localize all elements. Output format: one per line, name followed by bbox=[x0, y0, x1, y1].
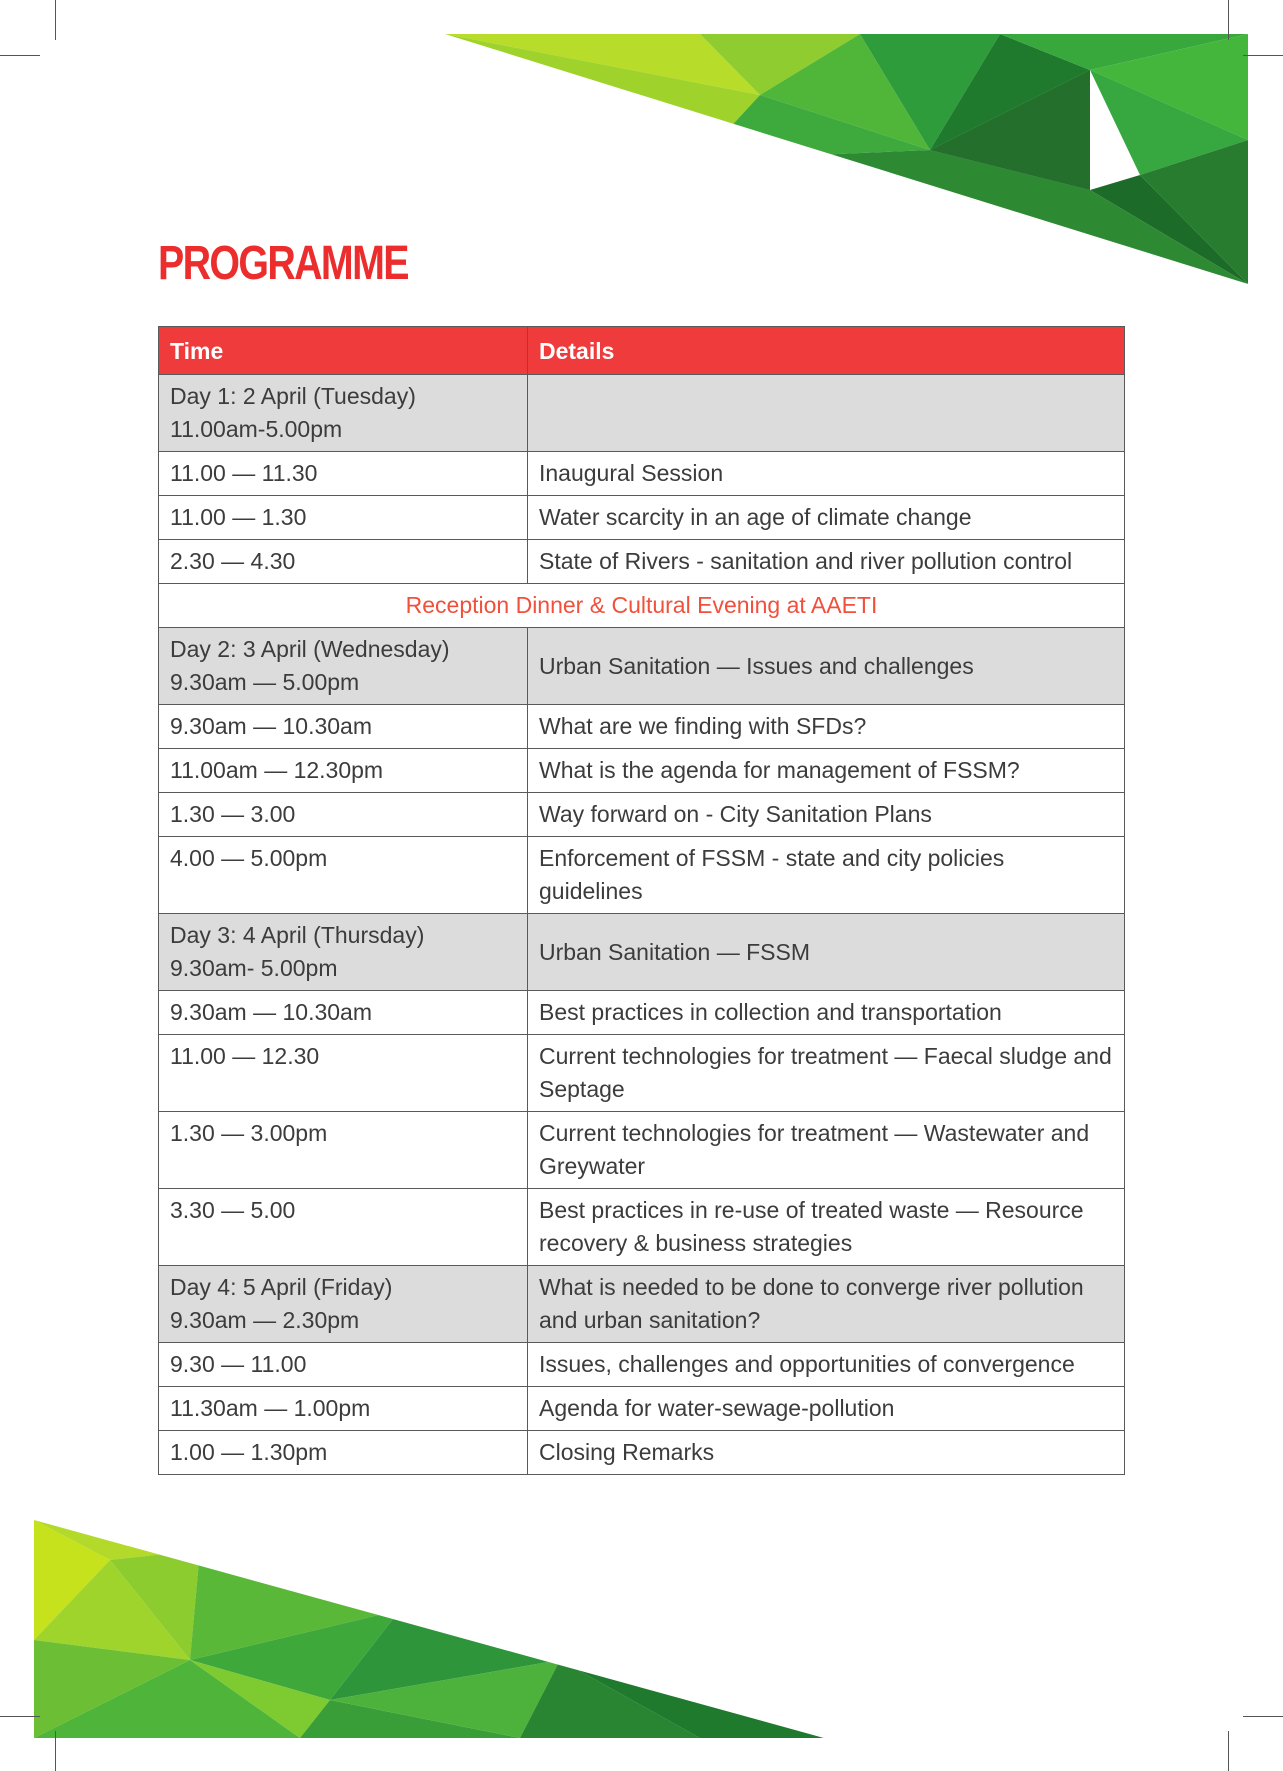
table-row-day bbox=[159, 375, 1125, 452]
day-cell bbox=[159, 1266, 528, 1343]
table-row bbox=[159, 991, 1125, 1035]
event-note: Reception Dinner & Cultural Evening at AAETI bbox=[159, 584, 1125, 628]
session-details: What are we finding with SFDs? bbox=[528, 705, 1125, 749]
crop-mark bbox=[1243, 55, 1283, 56]
session-details: Inaugural Session bbox=[528, 452, 1125, 496]
session-time: 9.30 — 11.00 bbox=[159, 1343, 528, 1387]
table-row bbox=[159, 1343, 1125, 1387]
programme-table-body bbox=[159, 375, 1125, 1475]
session-time: 11.00 — 12.30 bbox=[159, 1035, 528, 1112]
session-time: 9.30am — 10.30am bbox=[159, 705, 528, 749]
session-details: Water scarcity in an age of climate change bbox=[528, 496, 1125, 540]
session-time: 3.30 — 5.00 bbox=[159, 1189, 528, 1266]
day-theme: Urban Sanitation — FSSM bbox=[528, 914, 1125, 991]
session-time: 1.00 — 1.30pm bbox=[159, 1431, 528, 1475]
session-time: 2.30 — 4.30 bbox=[159, 540, 528, 584]
day-cell bbox=[159, 914, 528, 991]
day-hours: 11.00am-5.00pm bbox=[170, 416, 343, 442]
session-details: Best practices in collection and transportation bbox=[528, 991, 1125, 1035]
table-row bbox=[159, 1035, 1125, 1112]
table-row bbox=[159, 496, 1125, 540]
day-hours: 9.30am — 2.30pm bbox=[170, 1307, 360, 1333]
day-title: Day 1: 2 April (Tuesday) bbox=[170, 383, 416, 409]
day-cell bbox=[159, 375, 528, 452]
session-details: Current technologies for treatment — Wastewater and Greywater bbox=[528, 1112, 1125, 1189]
table-header-row bbox=[159, 327, 1125, 375]
programme-table bbox=[158, 326, 1125, 1475]
session-time: 11.00 — 11.30 bbox=[159, 452, 528, 496]
session-time: 1.30 — 3.00 bbox=[159, 793, 528, 837]
day-hours: 9.30am — 5.00pm bbox=[170, 669, 360, 695]
crop-mark bbox=[55, 0, 56, 40]
day-hours: 9.30am- 5.00pm bbox=[170, 955, 338, 981]
session-details: Issues, challenges and opportunities of convergence bbox=[528, 1343, 1125, 1387]
session-details: Current technologies for treatment — Faecal sludge and Septage bbox=[528, 1035, 1125, 1112]
session-details: Way forward on - City Sanitation Plans bbox=[528, 793, 1125, 837]
day-cell bbox=[159, 628, 528, 705]
table-row-event bbox=[159, 584, 1125, 628]
session-time: 11.30am — 1.00pm bbox=[159, 1387, 528, 1431]
session-time: 9.30am — 10.30am bbox=[159, 991, 528, 1035]
page-title: PROGRAMME bbox=[158, 237, 408, 290]
crop-mark bbox=[55, 1731, 56, 1771]
table-row bbox=[159, 749, 1125, 793]
day-theme: What is needed to be done to converge river pollution and urban sanitation? bbox=[528, 1266, 1125, 1343]
bottom-left-triangle-decoration bbox=[34, 1520, 824, 1738]
session-time: 11.00am — 12.30pm bbox=[159, 749, 528, 793]
day-theme bbox=[528, 375, 1125, 452]
table-row bbox=[159, 705, 1125, 749]
table-row bbox=[159, 1189, 1125, 1266]
crop-mark bbox=[1243, 1716, 1283, 1717]
crop-mark bbox=[1228, 0, 1229, 40]
session-details: Agenda for water-sewage-pollution bbox=[528, 1387, 1125, 1431]
session-time: 1.30 — 3.00pm bbox=[159, 1112, 528, 1189]
session-details: Best practices in re-use of treated waste — Resource recovery & business strategies bbox=[528, 1189, 1125, 1266]
crop-mark bbox=[0, 1716, 40, 1717]
details-column-header: Details bbox=[528, 327, 1125, 375]
crop-mark bbox=[0, 55, 40, 56]
session-details: Enforcement of FSSM - state and city policies guidelines bbox=[528, 837, 1125, 914]
session-details: State of Rivers - sanitation and river pollution control bbox=[528, 540, 1125, 584]
day-title: Day 3: 4 April (Thursday) bbox=[170, 922, 425, 948]
day-theme: Urban Sanitation — Issues and challenges bbox=[528, 628, 1125, 705]
table-row bbox=[159, 837, 1125, 914]
session-time: 11.00 — 1.30 bbox=[159, 496, 528, 540]
session-details: What is the agenda for management of FSSM? bbox=[528, 749, 1125, 793]
table-row bbox=[159, 452, 1125, 496]
table-row bbox=[159, 1431, 1125, 1475]
table-row-day bbox=[159, 914, 1125, 991]
table-row bbox=[159, 540, 1125, 584]
top-right-triangle-decoration bbox=[445, 34, 1248, 284]
crop-mark bbox=[1228, 1731, 1229, 1771]
table-row bbox=[159, 1112, 1125, 1189]
time-column-header: Time bbox=[159, 327, 528, 375]
day-title: Day 4: 5 April (Friday) bbox=[170, 1274, 393, 1300]
session-time: 4.00 — 5.00pm bbox=[159, 837, 528, 914]
table-row bbox=[159, 1387, 1125, 1431]
day-title: Day 2: 3 April (Wednesday) bbox=[170, 636, 450, 662]
session-details: Closing Remarks bbox=[528, 1431, 1125, 1475]
table-row-day bbox=[159, 628, 1125, 705]
table-row bbox=[159, 793, 1125, 837]
table-row-day bbox=[159, 1266, 1125, 1343]
